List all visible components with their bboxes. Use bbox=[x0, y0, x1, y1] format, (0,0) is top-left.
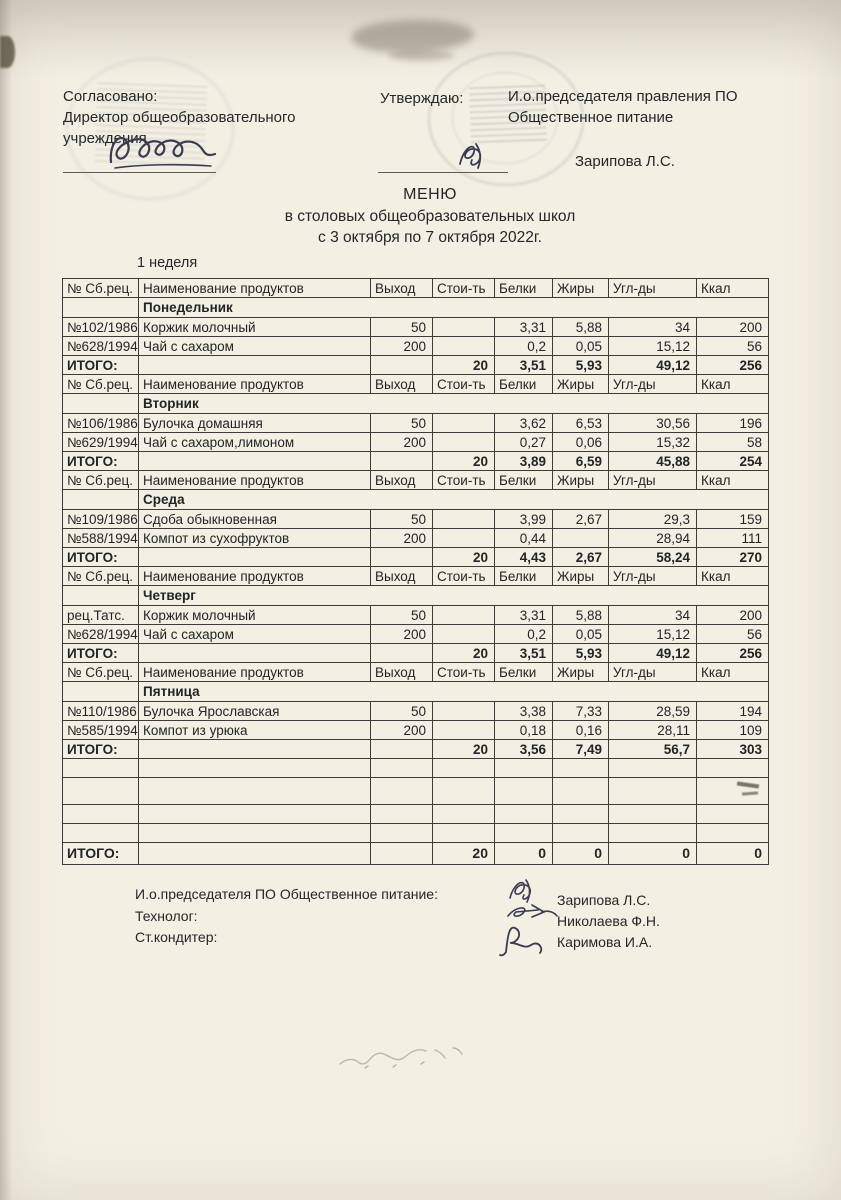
product-name: Компот из урюка bbox=[139, 721, 371, 740]
table-cell bbox=[63, 394, 139, 414]
total-protein: 0 bbox=[495, 843, 553, 865]
day-row bbox=[63, 586, 769, 606]
title-menu: МЕНЮ bbox=[403, 186, 457, 203]
column-header: Угл-ды bbox=[609, 663, 697, 682]
footer-name-zaripova: Зарипова Л.С. bbox=[557, 892, 651, 908]
kcal-value: 111 bbox=[697, 529, 769, 548]
column-header: № Сб.рец. bbox=[63, 375, 139, 394]
product-name: Булочка домашняя bbox=[139, 414, 371, 433]
empty-cell bbox=[495, 759, 553, 778]
kcal-value: 200 bbox=[697, 318, 769, 337]
column-header: Стои-ть bbox=[433, 279, 495, 298]
menu-item-row bbox=[63, 433, 769, 452]
table-cell bbox=[139, 644, 371, 663]
column-header-row bbox=[63, 279, 769, 298]
total-carbs: 0 bbox=[609, 843, 697, 865]
column-header: Стои-ть bbox=[433, 567, 495, 586]
product-name: Чай с сахаром,лимоном bbox=[139, 433, 371, 452]
cost-value bbox=[433, 414, 495, 433]
column-header: Ккал bbox=[697, 375, 769, 394]
cost-value bbox=[433, 702, 495, 721]
total-row bbox=[63, 740, 769, 759]
footer-role-technologist: Технолог: bbox=[135, 907, 198, 924]
empty-cell bbox=[495, 778, 553, 805]
carbs-value: 34 bbox=[609, 318, 697, 337]
column-header: № Сб.рец. bbox=[63, 471, 139, 490]
total-protein: 3,51 bbox=[495, 356, 553, 375]
total-output bbox=[371, 644, 433, 663]
empty-cell bbox=[553, 805, 609, 824]
column-header: Белки bbox=[495, 375, 553, 394]
output-value: 200 bbox=[371, 337, 433, 356]
total-cost: 20 bbox=[433, 644, 495, 663]
day-name: Вторник bbox=[139, 394, 769, 414]
protein-value: 0,27 bbox=[495, 433, 553, 452]
total-kcal: 270 bbox=[697, 548, 769, 567]
scan-smudge bbox=[388, 50, 454, 61]
kcal-value: 159 bbox=[697, 510, 769, 529]
output-value: 200 bbox=[371, 529, 433, 548]
footer-role-chairman: И.о.председателя ПО Общественное питание: bbox=[135, 886, 438, 902]
table-cell bbox=[139, 843, 371, 865]
carbs-value: 15,32 bbox=[609, 433, 697, 452]
column-header: Белки bbox=[495, 471, 553, 490]
menu-item-row bbox=[63, 721, 769, 740]
total-cost: 20 bbox=[433, 740, 495, 759]
output-value: 200 bbox=[371, 721, 433, 740]
column-header: Жиры bbox=[553, 663, 609, 682]
fat-value: 7,33 bbox=[553, 702, 609, 721]
total-label: ИТОГО: bbox=[63, 843, 139, 865]
total-row bbox=[63, 356, 769, 375]
total-row bbox=[63, 843, 769, 865]
agreed-role-line: учреждения bbox=[63, 130, 147, 147]
column-header-row bbox=[63, 567, 769, 586]
day-name: Пятница bbox=[139, 682, 769, 702]
column-header: Выход bbox=[371, 279, 433, 298]
carbs-value: 34 bbox=[609, 606, 697, 625]
fat-value: 0,06 bbox=[553, 433, 609, 452]
table-cell bbox=[139, 740, 371, 759]
total-kcal: 256 bbox=[697, 644, 769, 663]
total-label: ИТОГО: bbox=[63, 548, 139, 567]
empty-cell bbox=[63, 805, 139, 824]
protein-value: 3,38 bbox=[495, 702, 553, 721]
column-header: Наименование продуктов bbox=[139, 567, 371, 586]
column-header: Ккал bbox=[697, 279, 769, 298]
column-header: Выход bbox=[371, 375, 433, 394]
approve-label: Утверждаю: bbox=[380, 90, 464, 107]
column-header: Белки bbox=[495, 567, 553, 586]
total-carbs: 58,24 bbox=[609, 548, 697, 567]
empty-cell bbox=[697, 805, 769, 824]
menu-item-row bbox=[63, 337, 769, 356]
day-row bbox=[63, 394, 769, 414]
product-name: Коржик молочный bbox=[139, 606, 371, 625]
output-value: 50 bbox=[371, 510, 433, 529]
empty-cell bbox=[139, 778, 371, 805]
empty-cell bbox=[371, 778, 433, 805]
empty-cell bbox=[553, 778, 609, 805]
empty-cell bbox=[609, 759, 697, 778]
total-protein: 3,56 bbox=[495, 740, 553, 759]
total-cost: 20 bbox=[433, 843, 495, 865]
total-fat: 6,59 bbox=[553, 452, 609, 471]
empty-cell bbox=[139, 805, 371, 824]
fat-value: 5,88 bbox=[553, 318, 609, 337]
day-row bbox=[63, 490, 769, 510]
menu-table bbox=[62, 278, 769, 865]
total-fat: 5,93 bbox=[553, 644, 609, 663]
kcal-value: 200 bbox=[697, 606, 769, 625]
total-carbs: 45,88 bbox=[609, 452, 697, 471]
recipe-code: №629/1994 bbox=[63, 433, 139, 452]
footer-role-confectioner: Ст.кондитер: bbox=[135, 929, 218, 945]
column-header: Наименование продуктов bbox=[139, 279, 371, 298]
day-row bbox=[63, 298, 769, 318]
output-value: 50 bbox=[371, 702, 433, 721]
recipe-code: №106/1986 bbox=[63, 414, 139, 433]
column-header: Наименование продуктов bbox=[139, 375, 371, 394]
cost-value bbox=[433, 510, 495, 529]
product-name: Чай с сахаром bbox=[139, 625, 371, 644]
agreed-block bbox=[63, 86, 296, 149]
product-name: Коржик молочный bbox=[139, 318, 371, 337]
approver-title bbox=[508, 86, 798, 128]
total-output bbox=[371, 452, 433, 471]
column-header: Наименование продуктов bbox=[139, 471, 371, 490]
kcal-value: 109 bbox=[697, 721, 769, 740]
total-output bbox=[371, 740, 433, 759]
output-value: 50 bbox=[371, 606, 433, 625]
column-header-row bbox=[63, 663, 769, 682]
total-fat: 2,67 bbox=[553, 548, 609, 567]
empty-cell bbox=[433, 805, 495, 824]
total-kcal: 303 bbox=[697, 740, 769, 759]
empty-cell bbox=[63, 759, 139, 778]
cost-value bbox=[433, 433, 495, 452]
total-carbs: 49,12 bbox=[609, 356, 697, 375]
empty-cell bbox=[553, 759, 609, 778]
column-header: № Сб.рец. bbox=[63, 567, 139, 586]
empty-cell bbox=[609, 805, 697, 824]
kcal-value: 196 bbox=[697, 414, 769, 433]
output-value: 50 bbox=[371, 414, 433, 433]
empty-cell bbox=[495, 824, 553, 843]
column-header: Ккал bbox=[697, 663, 769, 682]
total-protein: 3,89 bbox=[495, 452, 553, 471]
total-cost: 20 bbox=[433, 356, 495, 375]
column-header: Стои-ть bbox=[433, 375, 495, 394]
column-header: Ккал bbox=[697, 471, 769, 490]
signature-line bbox=[63, 172, 216, 173]
zaripova-signature bbox=[500, 876, 542, 906]
output-value: 50 bbox=[371, 318, 433, 337]
column-header: Угл-ды bbox=[609, 279, 697, 298]
kcal-value: 56 bbox=[697, 625, 769, 644]
column-header: Выход bbox=[371, 663, 433, 682]
table-cell bbox=[139, 452, 371, 471]
menu-item-row bbox=[63, 414, 769, 433]
column-header: Выход bbox=[371, 471, 433, 490]
menu-item-row bbox=[63, 606, 769, 625]
approver-title-line: И.о.председателя правления ПО bbox=[508, 88, 738, 105]
column-header: Белки bbox=[495, 663, 553, 682]
approver-title-line: Общественное питание bbox=[508, 109, 674, 126]
empty-row bbox=[63, 824, 769, 843]
protein-value: 0,44 bbox=[495, 529, 553, 548]
table-cell bbox=[139, 548, 371, 567]
day-name: Понедельник bbox=[139, 298, 769, 318]
output-value: 200 bbox=[371, 625, 433, 644]
total-row bbox=[63, 548, 769, 567]
recipe-code: №628/1994 bbox=[63, 337, 139, 356]
total-label: ИТОГО: bbox=[63, 740, 139, 759]
column-header: Жиры bbox=[553, 471, 609, 490]
empty-cell bbox=[609, 778, 697, 805]
protein-value: 3,31 bbox=[495, 606, 553, 625]
agreed-role-line: Директор общеобразовательного bbox=[63, 109, 296, 126]
carbs-value: 28,94 bbox=[609, 529, 697, 548]
column-header: № Сб.рец. bbox=[63, 663, 139, 682]
menu-item-row bbox=[63, 702, 769, 721]
empty-cell bbox=[609, 824, 697, 843]
column-header: Выход bbox=[371, 567, 433, 586]
total-label: ИТОГО: bbox=[63, 644, 139, 663]
menu-item-row bbox=[63, 625, 769, 644]
footer-roles bbox=[135, 884, 438, 949]
total-protein: 3,51 bbox=[495, 644, 553, 663]
protein-value: 3,99 bbox=[495, 510, 553, 529]
day-row bbox=[63, 682, 769, 702]
document-title bbox=[240, 184, 620, 249]
empty-cell bbox=[553, 824, 609, 843]
recipe-code: №588/1994 bbox=[63, 529, 139, 548]
approver-signature bbox=[448, 138, 494, 174]
total-output bbox=[371, 356, 433, 375]
nikolaeva-signature bbox=[504, 902, 560, 926]
footer-name-nikolaeva: Николаева Ф.Н. bbox=[557, 913, 660, 929]
recipe-code: №628/1994 bbox=[63, 625, 139, 644]
total-protein: 4,43 bbox=[495, 548, 553, 567]
carbs-value: 15,12 bbox=[609, 625, 697, 644]
day-name: Среда bbox=[139, 490, 769, 510]
menu-item-row bbox=[63, 510, 769, 529]
empty-cell bbox=[139, 824, 371, 843]
column-header: Стои-ть bbox=[433, 663, 495, 682]
carbs-value: 29,3 bbox=[609, 510, 697, 529]
approver-name: Зарипова Л.С. bbox=[575, 153, 675, 170]
recipe-code: №102/1986 bbox=[63, 318, 139, 337]
total-fat: 5,93 bbox=[553, 356, 609, 375]
empty-cell bbox=[433, 759, 495, 778]
empty-cell bbox=[139, 759, 371, 778]
table-cell bbox=[63, 298, 139, 318]
menu-item-row bbox=[63, 529, 769, 548]
total-fat: 0 bbox=[553, 843, 609, 865]
cost-value bbox=[433, 318, 495, 337]
carbs-value: 15,12 bbox=[609, 337, 697, 356]
empty-cell bbox=[433, 824, 495, 843]
column-header: Жиры bbox=[553, 375, 609, 394]
table-cell bbox=[63, 490, 139, 510]
total-carbs: 49,12 bbox=[609, 644, 697, 663]
empty-row bbox=[63, 759, 769, 778]
column-header: № Сб.рец. bbox=[63, 279, 139, 298]
cost-value bbox=[433, 529, 495, 548]
protein-value: 0,18 bbox=[495, 721, 553, 740]
cost-value bbox=[433, 337, 495, 356]
fat-value: 0,05 bbox=[553, 337, 609, 356]
protein-value: 0,2 bbox=[495, 337, 553, 356]
column-header: Ккал bbox=[697, 567, 769, 586]
empty-cell bbox=[371, 805, 433, 824]
empty-row bbox=[63, 778, 769, 805]
fat-value bbox=[553, 529, 609, 548]
total-row bbox=[63, 644, 769, 663]
signature-line bbox=[378, 172, 508, 173]
empty-row bbox=[63, 805, 769, 824]
empty-cell bbox=[697, 824, 769, 843]
table-cell bbox=[139, 356, 371, 375]
scan-shadow-left bbox=[0, 0, 12, 1200]
total-cost: 20 bbox=[433, 452, 495, 471]
table-cell bbox=[63, 586, 139, 606]
kcal-value: 56 bbox=[697, 337, 769, 356]
column-header: Угл-ды bbox=[609, 375, 697, 394]
kcal-value: 194 bbox=[697, 702, 769, 721]
fat-value: 2,67 bbox=[553, 510, 609, 529]
cost-value bbox=[433, 625, 495, 644]
column-header: Наименование продуктов bbox=[139, 663, 371, 682]
recipe-code: №585/1994 bbox=[63, 721, 139, 740]
carbs-value: 30,56 bbox=[609, 414, 697, 433]
column-header: Угл-ды bbox=[609, 567, 697, 586]
product-name: Компот из сухофруктов bbox=[139, 529, 371, 548]
footer-name-karimova: Каримова И.А. bbox=[557, 934, 653, 950]
total-row bbox=[63, 452, 769, 471]
total-kcal: 0 bbox=[697, 843, 769, 865]
product-name: Сдоба обыкновенная bbox=[139, 510, 371, 529]
day-name: Четверг bbox=[139, 586, 769, 606]
kcal-value: 58 bbox=[697, 433, 769, 452]
total-carbs: 56,7 bbox=[609, 740, 697, 759]
title-scope: в столовых общеобразовательных школ bbox=[284, 207, 576, 225]
karimova-signature bbox=[498, 922, 550, 958]
empty-cell bbox=[433, 778, 495, 805]
column-header: Жиры bbox=[553, 279, 609, 298]
fat-value: 5,88 bbox=[553, 606, 609, 625]
total-cost: 20 bbox=[433, 548, 495, 567]
product-name: Булочка Ярославская bbox=[139, 702, 371, 721]
empty-cell bbox=[371, 759, 433, 778]
table-cell bbox=[63, 682, 139, 702]
menu-item-row bbox=[63, 318, 769, 337]
protein-value: 3,62 bbox=[495, 414, 553, 433]
cost-value bbox=[433, 721, 495, 740]
carbs-value: 28,59 bbox=[609, 702, 697, 721]
empty-cell bbox=[697, 759, 769, 778]
total-output bbox=[371, 843, 433, 865]
protein-value: 0,2 bbox=[495, 625, 553, 644]
fat-value: 6,53 bbox=[553, 414, 609, 433]
agreed-label: Согласовано: bbox=[63, 88, 158, 105]
empty-cell bbox=[63, 824, 139, 843]
product-name: Чай с сахаром bbox=[139, 337, 371, 356]
output-value: 200 bbox=[371, 433, 433, 452]
column-header-row bbox=[63, 375, 769, 394]
fat-value: 0,05 bbox=[553, 625, 609, 644]
column-header: Угл-ды bbox=[609, 471, 697, 490]
recipe-code: №110/1986 bbox=[63, 702, 139, 721]
column-header: Белки bbox=[495, 279, 553, 298]
recipe-code: №109/1986 bbox=[63, 510, 139, 529]
recipe-code: рец.Татс. bbox=[63, 606, 139, 625]
column-header-row bbox=[63, 471, 769, 490]
total-kcal: 256 bbox=[697, 356, 769, 375]
cost-value bbox=[433, 606, 495, 625]
carbs-value: 28,11 bbox=[609, 721, 697, 740]
fat-value: 0,16 bbox=[553, 721, 609, 740]
title-dates: с 3 октября по 7 октября 2022г. bbox=[318, 229, 542, 246]
empty-cell bbox=[697, 778, 769, 805]
total-fat: 7,49 bbox=[553, 740, 609, 759]
scan-artifact-corner bbox=[0, 36, 15, 68]
week-label: 1 неделя bbox=[137, 255, 198, 271]
total-label: ИТОГО: bbox=[63, 356, 139, 375]
empty-cell bbox=[495, 805, 553, 824]
protein-value: 3,31 bbox=[495, 318, 553, 337]
column-header: Жиры bbox=[553, 567, 609, 586]
pencil-marks bbox=[335, 1040, 475, 1072]
total-kcal: 254 bbox=[697, 452, 769, 471]
empty-cell bbox=[63, 778, 139, 805]
total-output bbox=[371, 548, 433, 567]
column-header: Стои-ть bbox=[433, 471, 495, 490]
total-label: ИТОГО: bbox=[63, 452, 139, 471]
empty-cell bbox=[371, 824, 433, 843]
